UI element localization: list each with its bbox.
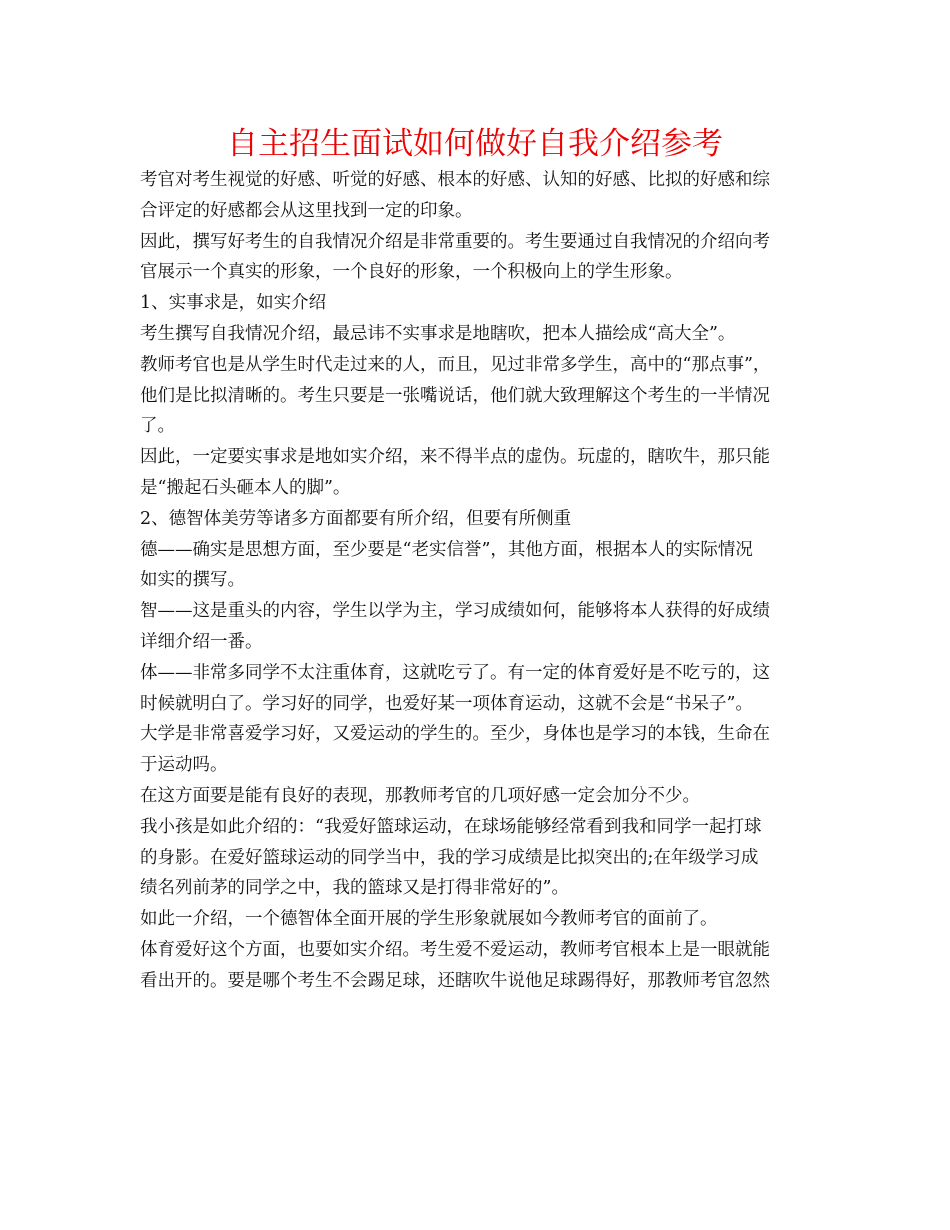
text-line: 是“搬起石头砸本人的脚”。 bbox=[140, 477, 351, 498]
text-line: 他们是比拟清晰的。考生只要是一张嘴说话，他们就大致理解这个考生的一半情况 bbox=[140, 385, 770, 406]
text-line: 教师考官也是从学生时代走过来的人，而且，见过非常多学生，高中的“那点事”， bbox=[140, 354, 771, 375]
text-line: 合评定的好感都会从这里找到一定的印象。 bbox=[140, 200, 473, 221]
text-line: 时候就明白了。学习好的同学，也爱好某一项体育运动，这就不会是“书呆子”。 bbox=[140, 693, 753, 714]
text-line: 考官对考生视觉的好感、听觉的好感、根本的好感、认知的好感、比拟的好感和综 bbox=[140, 170, 770, 190]
text-line: 因此，撰写好考生的自我情况介绍是非常重要的。考生要通过自我情况的介绍向考 bbox=[140, 231, 770, 252]
text-line: 在这方面要是能有良好的表现，那教师考官的几项好感一定会加分不少。 bbox=[140, 785, 700, 806]
text-line: 的身影。在爱好篮球运动的同学当中，我的学习成绩是比拟突出的;在年级学习成 bbox=[140, 847, 759, 868]
text-line: 德——确实是思想方面，至少要是“老实信誉”，其他方面，根据本人的实际情况 bbox=[140, 539, 753, 560]
text-line: 于运动吗。 bbox=[140, 755, 228, 776]
text-line: 了。 bbox=[140, 416, 175, 437]
text-line: 如实的撰写。 bbox=[140, 570, 245, 591]
text-line: 详细介绍一番。 bbox=[140, 631, 263, 652]
section-heading-2: 2、德智体美劳等诸多方面都要有所介绍，但要有所侧重 bbox=[140, 508, 572, 529]
text-line: 绩名列前茅的同学之中，我的篮球又是打得非常好的”。 bbox=[140, 878, 569, 899]
text-line: 我小孩是如此介绍的：“我爱好篮球运动，在球场能够经常看到我和同学一起打球 bbox=[140, 816, 762, 837]
section-heading-1: 1、实事求是，如实介绍 bbox=[140, 293, 327, 314]
text-line: 因此，一定要实事求是地如实介绍，来不得半点的虚伪。玩虚的，瞎吹牛，那只能 bbox=[140, 447, 770, 468]
text-line: 如此一介绍，一个德智体全面开展的学生形象就展如今教师考官的面前了。 bbox=[140, 909, 718, 930]
text-line: 看出开的。要是哪个考生不会踢足球，还瞎吹牛说他足球踢得好，那教师考官忽然 bbox=[140, 970, 770, 991]
text-line: 考生撰写自我情况介绍，最忌讳不实事求是地瞎吹，把本人描绘成“高大全”。 bbox=[140, 323, 736, 344]
text-line: 大学是非常喜爱学习好，又爱运动的学生的。至少，身体也是学习的本钱，生命在 bbox=[140, 724, 770, 745]
text-line: 体——非常多同学不太注重体育，这就吃亏了。有一定的体育爱好是不吃亏的，这 bbox=[140, 662, 770, 683]
text-line: 体育爱好这个方面，也要如实介绍。考生爱不爱运动，教师考官根本上是一眼就能 bbox=[140, 939, 770, 960]
text-line: 智——这是重头的内容，学生以学为主，学习成绩如何，能够将本人获得的好成绩 bbox=[140, 601, 770, 622]
page-title: 自主招生面试如何做好自我介绍参考 bbox=[227, 126, 723, 162]
text-line: 官展示一个真实的形象，一个良好的形象，一个积极向上的学生形象。 bbox=[140, 262, 683, 283]
document-body bbox=[140, 165, 812, 997]
